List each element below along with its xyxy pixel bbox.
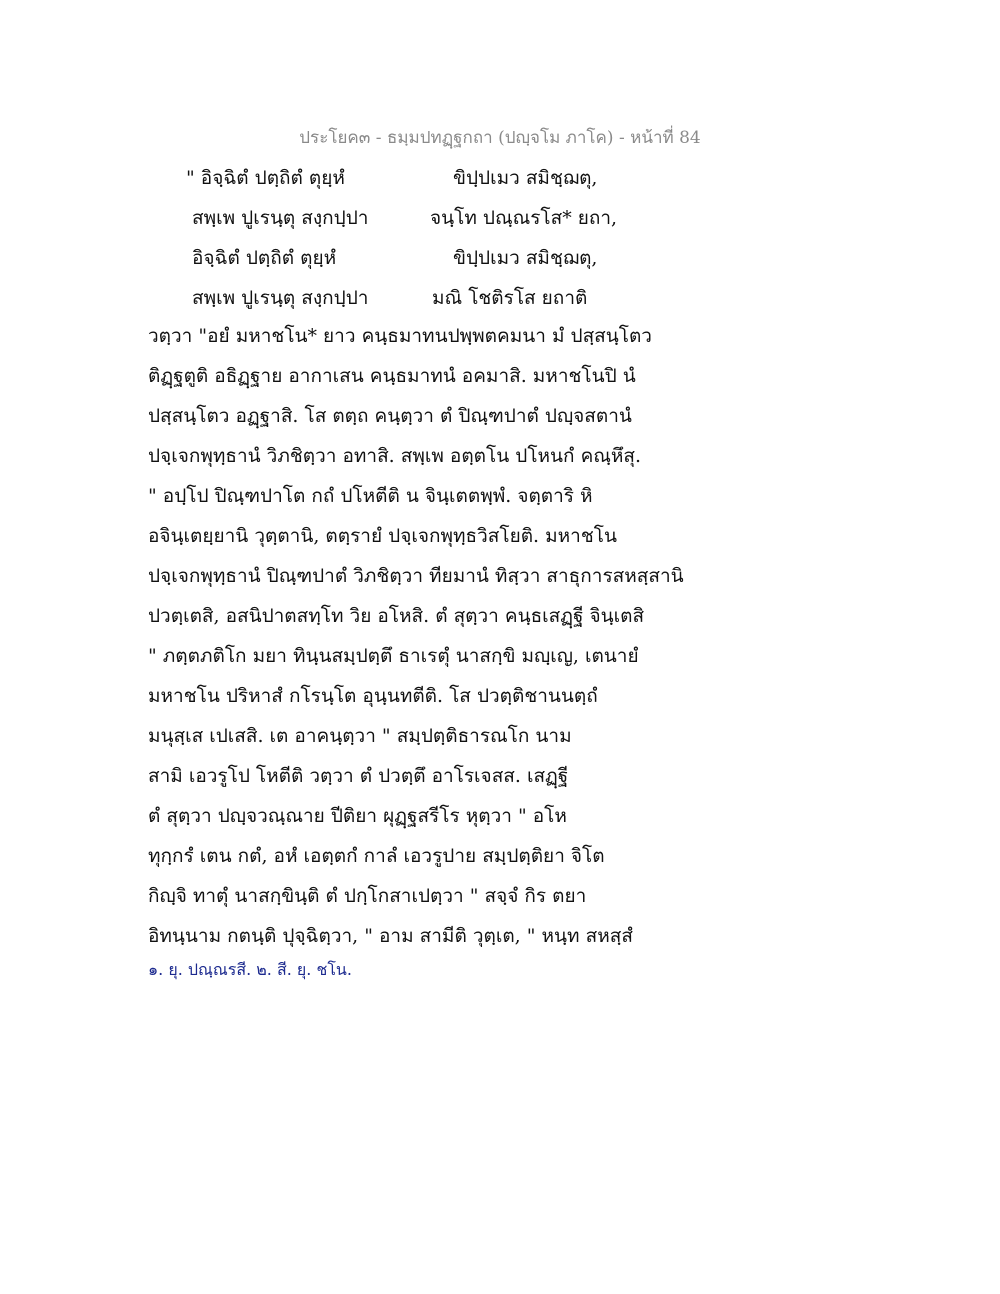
verse-line-4-second-half: มณิ โชติรโส ยถาติ xyxy=(432,287,588,309)
prose-line: อจินฺเตยฺยานิ วุตฺตานิ, ตตฺรายํ ปจฺเจกพุทฺธวิสโยติ. มหาชโน xyxy=(148,525,617,547)
prose-line: สามิ เอวรูโป โหตีติ วตฺวา ตํ ปวตฺตึ อาโรเจสส. เสฏฺฐี xyxy=(148,765,569,787)
verse-line-3-second-half: ขิปฺปเมว สมิชฺฌตุ, xyxy=(453,247,598,269)
prose-line: วตฺวา "อยํ มหาชโน* ยาว คนฺธมาทนปพฺพตคมนา มํ ปสฺสนฺโตว xyxy=(148,325,652,347)
verse-line-2-second-half: จนฺโท ปณฺณรโส* ยถา, xyxy=(430,207,618,229)
verse-line-3 xyxy=(0,243,1000,269)
verse-line-1-first-half: " อิจฺฉิตํ ปตฺถิตํ ตุยฺหํ xyxy=(186,167,345,189)
prose-line: ทุกฺกรํ เตน กตํ, อหํ เอตฺตกํ กาลํ เอวรูปาย สมฺปตฺติยา จิโต xyxy=(148,845,605,867)
prose-line: มหาชโน ปริหาสํ กโรนฺโต อุนฺนทตีติ. โส ปวตฺติชานนตฺถํ xyxy=(148,685,598,707)
prose-line: ตํ สุตฺวา ปญฺจวณฺณาย ปีติยา ผุฏฺฐสรีโร หุตฺวา " อโห xyxy=(148,805,567,827)
verse-line-2-first-half: สพฺเพ ปูเรนฺตุ สงฺกปฺปา xyxy=(192,207,369,229)
prose-line: " อปฺโป ปิณฺฑปาโต กถํ ปโหตีติ น จินฺเตตพฺพํ. จตฺตาริ หิ xyxy=(148,485,593,507)
prose-line: ติฏฺฐตูติ อธิฏฺฐาย อากาเสน คนฺธมาทนํ อคมาสิ. มหาชโนปิ นํ xyxy=(148,365,636,387)
page-header: ประโยค๓ - ธมฺมปทฏฺฐกถา (ปญฺจโม ภาโค) - หน้าที่ 84 xyxy=(299,128,701,148)
verse-line-4-first-half: สพฺเพ ปูเรนฺตุ สงฺกปฺปา xyxy=(192,287,369,309)
footnote: ๑. ยุ. ปณฺณรสี. ๒. สี. ยุ. ชโน. xyxy=(148,960,352,979)
verse-line-1-second-half: ขิปฺปเมว สมิชฺฌตุ, xyxy=(453,167,598,189)
prose-line: ปวตฺเตสิ, อสนิปาตสทฺโท วิย อโหสิ. ตํ สุตฺวา คนฺธเสฏฺฐี จินฺเตสิ xyxy=(148,605,645,627)
prose-line: ปจฺเจกพุทฺธานํ ปิณฺฑปาตํ วิภชิตฺวา ทียมานํ ทิสฺวา สาธุการสหสฺสานิ xyxy=(148,565,684,587)
verse-line-1 xyxy=(0,163,1000,189)
prose-line: ปจฺเจกพุทฺธานํ วิภชิตฺวา อทาสิ. สพฺเพ อตฺตโน ปโหนกํ คณฺหึสุ. xyxy=(148,445,642,467)
prose-line: มนุสฺเส เปเสสิ. เต อาคนฺตฺวา " สมฺปตฺติธารณโก นาม xyxy=(148,725,572,747)
verse-line-4 xyxy=(0,283,1000,309)
prose-line: ปสฺสนฺโตว อฏฺฐาสิ. โส ตตฺถ คนฺตฺวา ตํ ปิณฺฑปาตํ ปญฺจสตานํ xyxy=(148,405,632,427)
verse-line-3-first-half: อิจฺฉิตํ ปตฺถิตํ ตุยฺหํ xyxy=(192,247,337,269)
prose-line: อิทนฺนาม กตนฺติ ปุจฺฉิตฺวา, " อาม สามีติ วุตฺเต, " หนฺท สหสฺสํ xyxy=(148,925,633,947)
prose-line: " ภตฺตภติโก มยา ทินฺนสมฺปตฺตึ ธาเรตุํ นาสกฺขิ มญฺเญ, เตนายํ xyxy=(148,645,639,667)
verse-line-2 xyxy=(0,203,1000,229)
prose-line: กิญฺจิ ทาตุํ นาสกฺขินฺติ ตํ ปกฺโกสาเปตฺวา " สจฺจํ กิร ตยา xyxy=(148,885,587,907)
